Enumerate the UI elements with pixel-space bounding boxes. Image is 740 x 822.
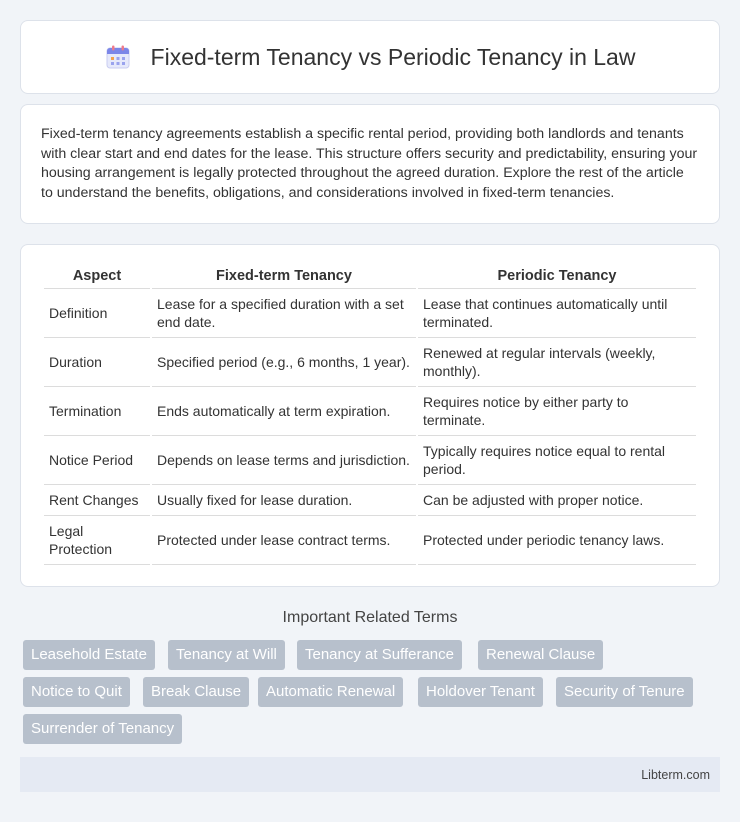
intro-paragraph: Fixed-term tenancy agreements establish a specific rental period, providing both landlords and tenants with clear start and end dates for the lease. This structure offers security and predictability, ensuring your housing arrangement is legally protected throughout the agreed duration. Explore the rest of the article to understand the benefits, obligations, and considerations involved in fixed-term tenancies. [41,126,698,201]
related-term-tag[interactable]: Notice to Quit [23,677,130,707]
related-term-tag[interactable]: Tenancy at Sufferance [297,640,462,670]
footer [20,757,720,792]
table-row [44,516,696,565]
table-row [44,387,696,436]
related-term-tag[interactable]: Renewal Clause [478,640,603,670]
header-card [20,20,720,94]
header-periodic: Periodic Tenancy [418,263,696,289]
periodic-cell: Renewed at regular intervals (weekly, monthly). [418,338,696,387]
header [105,44,636,71]
related-terms-title: Important Related Terms [282,609,458,626]
table-header-row [44,263,696,289]
periodic-cell: Lease that continues automatically until terminated. [418,289,696,338]
table-row [44,338,696,387]
footer-site-name[interactable]: Libterm.com [641,767,710,782]
fixed-term-cell: Lease for a specified duration with a set end date. [152,289,416,338]
aspect-cell: Definition [44,289,150,338]
calendar-icon [105,44,131,70]
periodic-cell: Protected under periodic tenancy laws. [418,516,696,565]
fixed-term-cell: Usually fixed for lease duration. [152,485,416,516]
periodic-cell: Typically requires notice equal to rental period. [418,436,696,485]
fixed-term-cell: Ends automatically at term expiration. [152,387,416,436]
fixed-term-cell: Specified period (e.g., 6 months, 1 year). [152,338,416,387]
table-row [44,436,696,485]
table-row [44,485,696,516]
header-fixed-term: Fixed-term Tenancy [152,263,416,289]
header-aspect: Aspect [44,263,150,289]
aspect-cell: Rent Changes [44,485,150,516]
related-term-tag[interactable]: Break Clause [143,677,249,707]
comparison-table [42,263,698,565]
page-title: Fixed-term Tenancy vs Periodic Tenancy in Law [150,43,636,70]
aspect-cell: Termination [44,387,150,436]
related-term-tag[interactable]: Automatic Renewal [258,677,403,707]
table-row [44,289,696,338]
aspect-cell: Duration [44,338,150,387]
fixed-term-cell: Protected under lease contract terms. [152,516,416,565]
periodic-cell: Can be adjusted with proper notice. [418,485,696,516]
intro-card [20,104,720,224]
related-term-tag[interactable]: Holdover Tenant [418,677,543,707]
related-term-tag[interactable]: Leasehold Estate [23,640,155,670]
related-term-tag[interactable]: Tenancy at Will [168,640,285,670]
fixed-term-cell: Depends on lease terms and jurisdiction. [152,436,416,485]
related-term-tag[interactable]: Surrender of Tenancy [23,714,182,744]
related-term-tag[interactable]: Security of Tenure [556,677,693,707]
periodic-cell: Requires notice by either party to terminate. [418,387,696,436]
comparison-card [20,244,720,587]
aspect-cell: Notice Period [44,436,150,485]
aspect-cell: Legal Protection [44,516,150,565]
